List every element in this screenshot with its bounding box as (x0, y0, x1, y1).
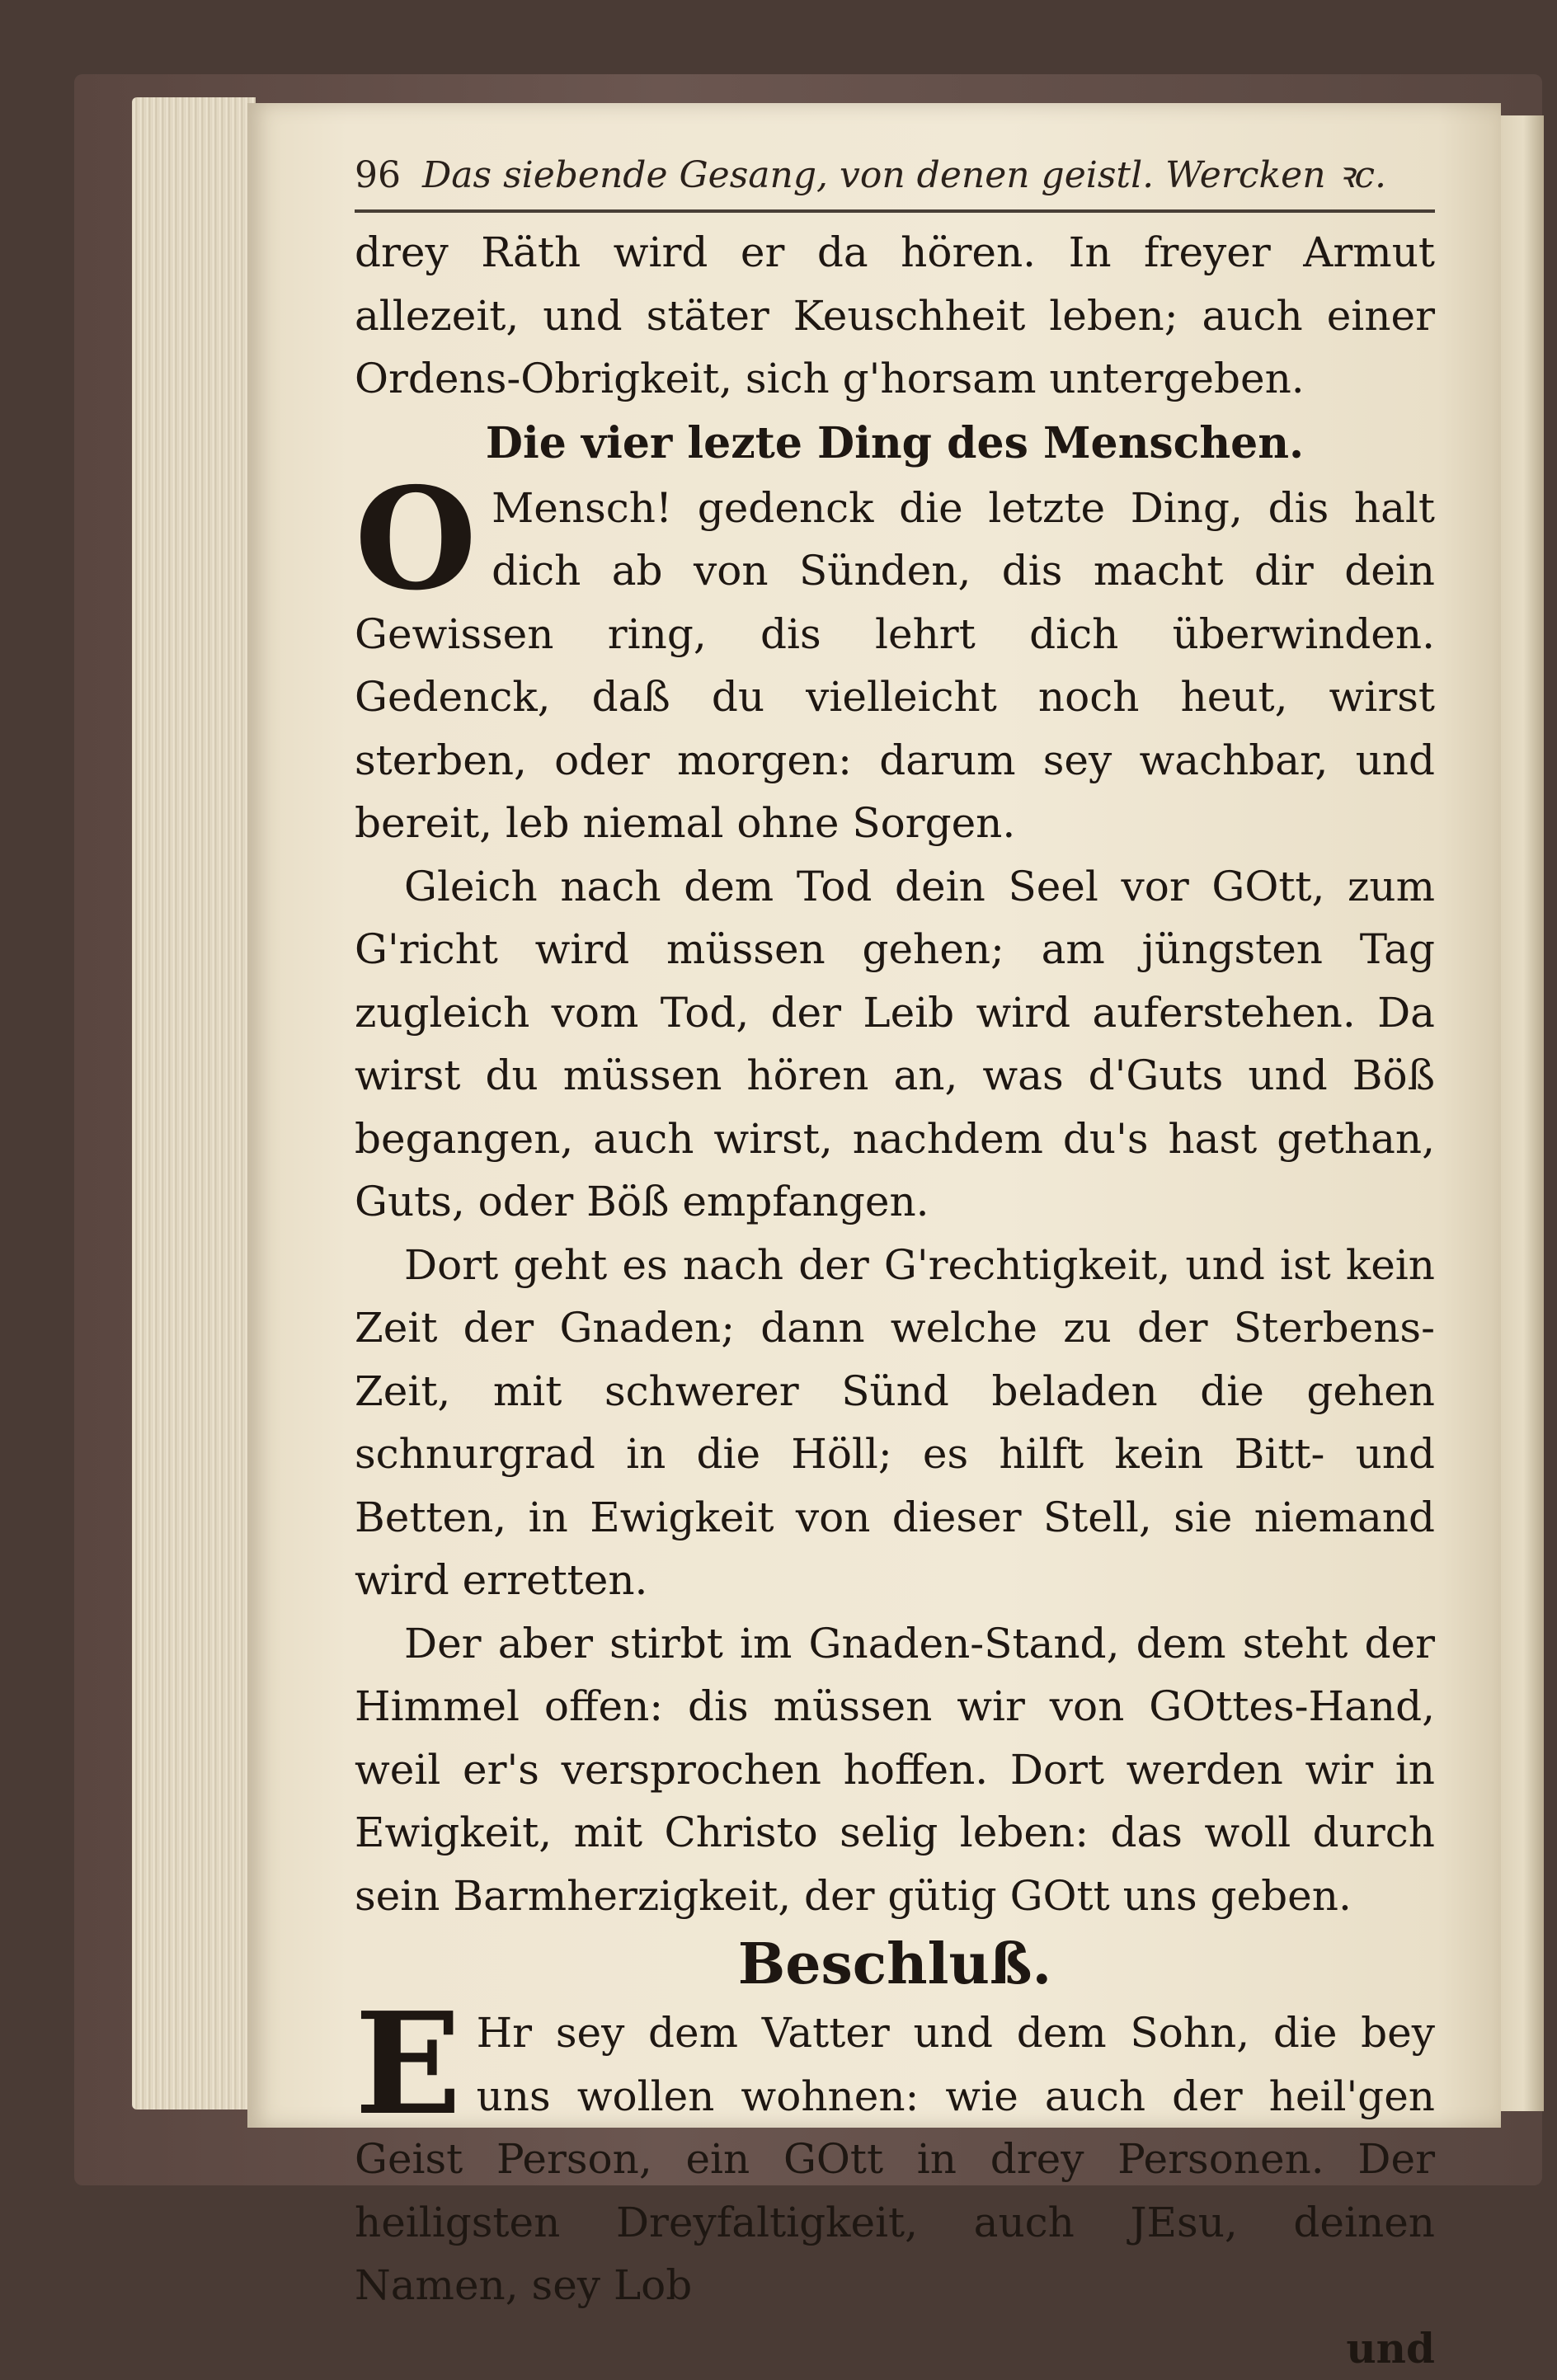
running-head-title: Das siebende Gesang, von denen geistl. Wercken ꝛc. (422, 148, 1386, 198)
page-content (355, 148, 1435, 2380)
paragraph-5: Der aber stirbt im Gnaden-Stand, dem steht der Himmel offen: dis müssen wir von GOttes-Hand, weil er's versprochen hoffen. Dort werden wir in Ewigkeit, mit Christo selig leben: das woll durch sein Barmherzigkeit, der gütig GOtt uns geben. (355, 1612, 1435, 1928)
page-edges (132, 97, 256, 2110)
paragraph-4: Dort geht es nach der G'rechtigkeit, und ist kein Zeit der Gnaden; dann welche zu der Sterbens-Zeit, mit schwerer Sünd beladen die gehen schnurgrad in die Höll; es hilft kein Bitt- und Betten, in Ewigkeit von dieser Stell, sie niemand wird erretten. (355, 1234, 1435, 1612)
body-text (355, 221, 1435, 2380)
drop-cap-o: O (355, 482, 477, 597)
paragraph-2 (355, 477, 1435, 855)
paragraph-3: Gleich nach dem Tod dein Seel vor GOtt, zum G'richt wird müssen gehen; am jüngsten Tag zugleich vom Tod, der Leib wird auferstehen. Da wirst du müssen hören an, was d'Guts und Böß begangen, auch wirst, nachdem du's hast gethan, Guts, oder Böß empfangen. (355, 855, 1435, 1234)
section-heading-last-things: Die vier lezte Ding des Menschen. (355, 411, 1435, 477)
running-head (355, 148, 1435, 198)
head-rule (355, 209, 1435, 213)
catchword: und (355, 2317, 1435, 2380)
paragraph-6-text: Hr sey dem Vatter und dem Sohn, die bey uns wollen wohnen: wie auch der heil'gen Geist Person, ein GOtt in drey Personen. Der heiligsten Dreyfaltigkeit, auch JEsu, deinen Namen, sey Lob (355, 2009, 1435, 2309)
paragraph-2-text: Mensch! gedenck die letzte Ding, dis halt dich ab von Sünden, dis macht dir dein Gewissen ring, dis lehrt dich überwinden. Gedenck, daß du vielleicht noch heut, wirst sterben, oder morgen: darum sey wachbar, und bereit, leb niemal ohne Sorgen. (355, 484, 1435, 848)
book-page (247, 103, 1501, 2128)
paragraph-6 (355, 2001, 1435, 2317)
section-heading-conclusion: Beschluß. (355, 1927, 1435, 2001)
paragraph-1: drey Räth wird er da hören. In freyer Armut allezeit, und stäter Keuschheit leben; auch einer Ordens-Obrigkeit, sich g'horsam untergeben. (355, 221, 1435, 411)
drop-cap-e: E (355, 2006, 462, 2122)
page-number: 96 (355, 154, 401, 196)
